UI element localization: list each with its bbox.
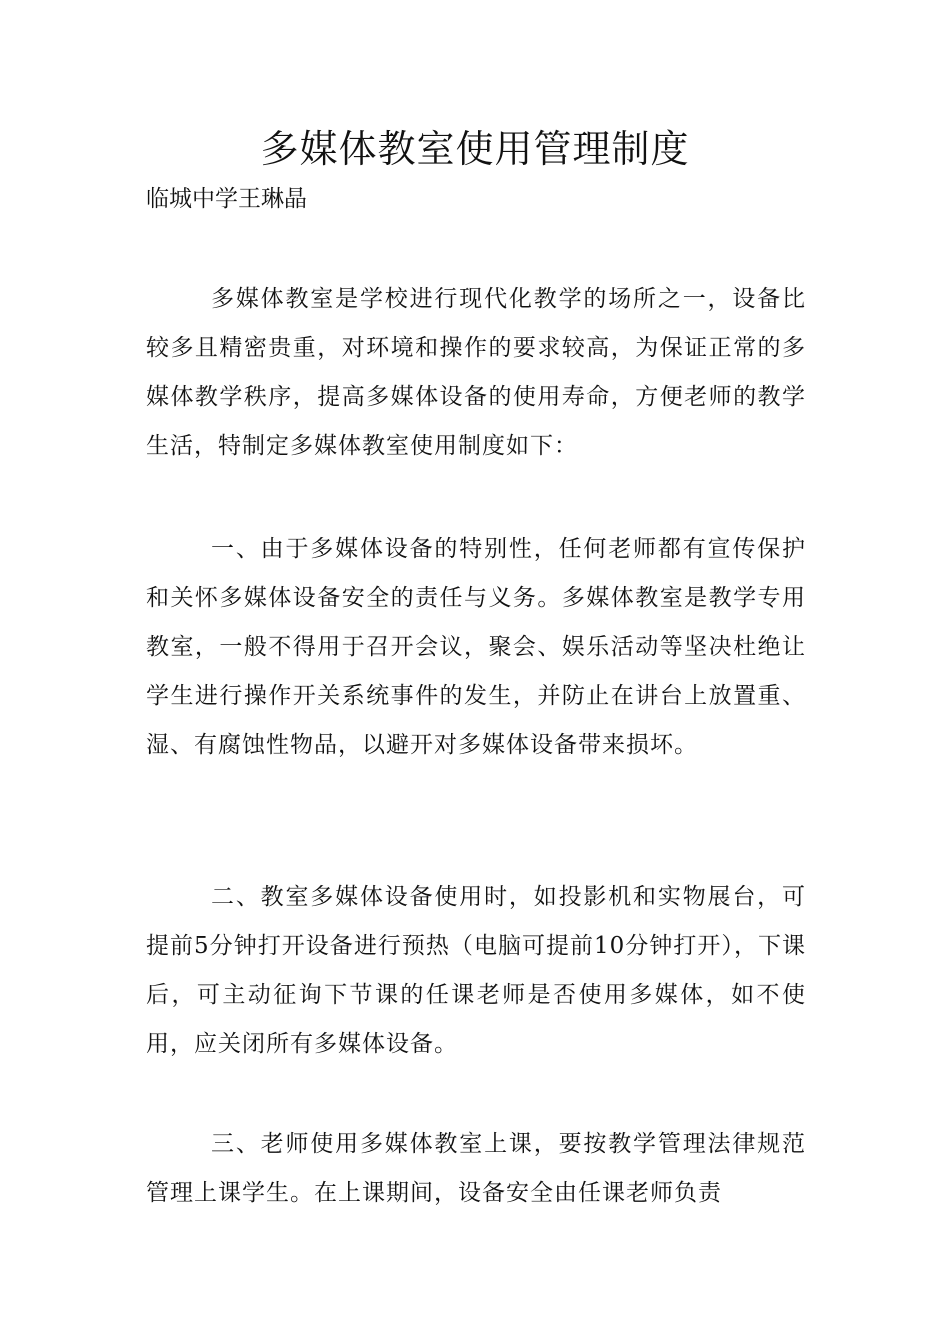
paragraph-rule-1: 一、由于多媒体设备的特别性，任何老师都有宣传保护和关怀多媒体设备安全的责任与义务。多媒体教室是教学专用教室，一般不得用于召开会议，聚会、娱乐活动等坚决杜绝让学生进行操作开关系统事件的发生，并防止在讲台上放置重、湿、有腐蚀性物品，以避开对多媒体设备带来损坏。 — [146, 536, 806, 758]
document-title: 多媒体教室使用管理制度 — [260, 127, 690, 171]
paragraph-rule-3: 三、老师使用多媒体教室上课，要按教学管理法律规范管理上课学生。在上课期间，设备安全由任课老师负责 — [146, 1131, 806, 1206]
document-author: 临城中学王琳晶 — [146, 186, 307, 212]
paragraph-rule-2: 二、教室多媒体设备使用时，如投影机和实物展台，可提前5分钟打开设备进行预热（电脑可提前10分钟打开），下课后，可主动征询下节课的任课老师是否使用多媒体，如不使用，应关闭所有多媒体设备。 — [146, 884, 806, 1057]
paragraph-intro: 多媒体教室是学校进行现代化教学的场所之一，设备比较多且精密贵重，对环境和操作的要求较高，为保证正常的多媒体教学秩序，提高多媒体设备的使用寿命，方便老师的教学生活，特制定多媒体教室使用制度如下： — [146, 286, 806, 459]
